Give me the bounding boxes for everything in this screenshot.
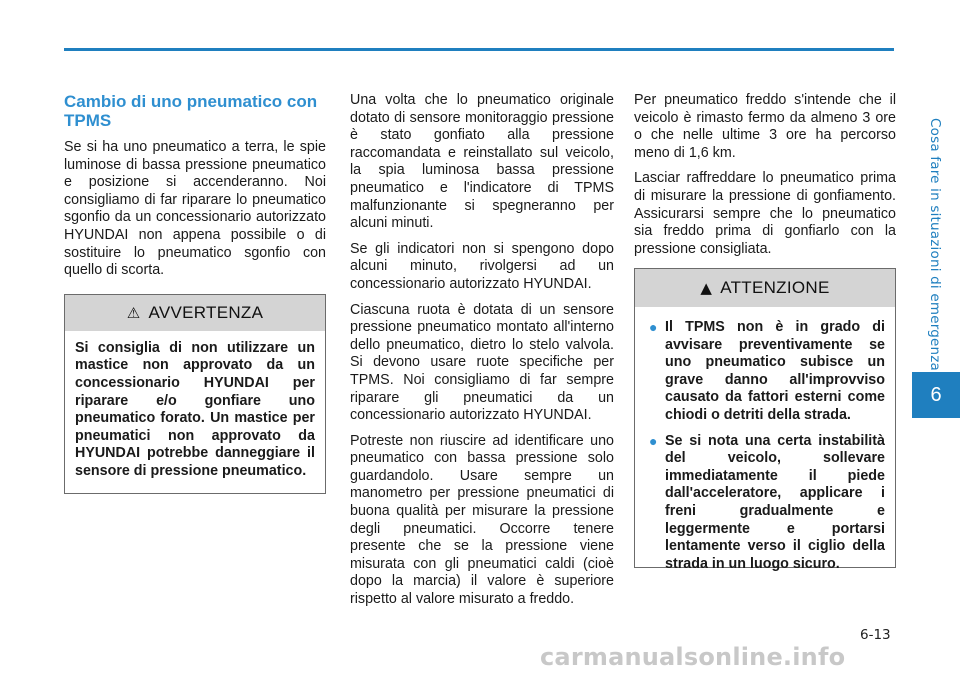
chapter-side-title: Cosa fare in situazioni di emergenza <box>927 118 943 372</box>
warning-box-text: Si consiglia di non utilizzare un mastice non approvato da un concessionario HYUNDAI per riparare e/o gonfiare uno pneumatico forato. Un mastice per pneumatici non approvato da HYUNDAI potrebbe danneggiare il sensore di pressione pneumatico. <box>75 339 315 479</box>
intro-paragraph: Se si ha uno pneumatico a terra, le spie luminose di bassa pressione pneumatico e posizione si accenderanno. Noi consigliamo di far riparare lo pneumatico sgonfio da un concessionario autorizzato HYUNDAI non appena possibile o di sostituire lo pneumatico sgonfio con quello di scorta. <box>64 139 326 279</box>
column-right <box>634 92 896 266</box>
column-middle <box>350 92 614 617</box>
paragraph: Una volta che lo pneumatico originale dotato di sensore monitoraggio pressione è stato gonfiato alla pressione raccomandata e reinstallato sul veicolo, la spia luminosa bassa pressione pneumatico e l'indicatore di TPMS malfunzionante si spegneranno per alcuni minuti. <box>350 92 614 232</box>
caution-bullet-text: Se si nota una certa instabilità del veicolo, sollevare immediatamente il piede dall'acceleratore, applicare i freni gradualmente e leggermente e portarsi lentamente verso il ciglio della strada in un luogo sicuro. <box>665 432 885 572</box>
caution-bullet <box>645 433 885 574</box>
warning-box-header <box>65 295 325 331</box>
watermark-text: carmanualsonline.info <box>540 643 846 671</box>
chapter-number-tab: 6 <box>912 372 960 418</box>
warning-triangle-filled-icon: ▲ <box>700 279 713 297</box>
caution-bullet <box>645 319 885 425</box>
bullet-dot-icon: ● <box>649 319 658 335</box>
top-rule <box>64 48 894 51</box>
caution-box-body <box>635 307 895 591</box>
bullet-dot-icon: ● <box>649 432 658 449</box>
caution-box-header <box>635 269 895 307</box>
paragraph: Ciascuna ruota è dotata di un sensore pressione pneumatico montato all'interno dello pneumatico, dietro lo stelo valvola. Si devono usare ruote specifiche per TPMS. Noi consigliamo di far sempre riparare gli pneumatici da un concessionario autorizzato HYUNDAI. <box>350 301 614 424</box>
paragraph: Per pneumatico freddo s'intende che il veicolo è rimasto fermo da almeno 3 ore o che nelle ultime 3 ore ha percorso meno di 1,6 km. <box>634 92 896 161</box>
caution-box-title: ATTENZIONE <box>720 278 830 297</box>
paragraph: Lasciar raffreddare lo pneumatico prima di misurare la pressione di gonfiamento. Assicurarsi sempre che lo pneumatico sia freddo prima di gonfiarlo con la pressione consigliata. <box>634 170 896 257</box>
caution-box <box>634 268 896 572</box>
warning-box-title: AVVERTENZA <box>148 302 264 322</box>
paragraph: Potreste non riuscire ad identificare uno pneumatico con bassa pressione solo guardandolo. Usare sempre un manometro per pressione pneumatici di buona qualità per misurare la pressione degli pneumatici. Occorre tenere presente che se la pressione viene misurata con gli pneumatici caldi (cioè dopo la marcia) il valore è superiore rispetto al valore misurato a freddo. <box>350 432 614 608</box>
section-heading: Cambio di uno pneumatico con TPMS <box>64 92 318 130</box>
caution-bullet-text: Il TPMS non è in grado di avvisare preventivamente se uno pneumatico subisce un grave danno all'improvviso causato da fattori esterni come chiodi o detriti della strada. <box>665 319 885 423</box>
column-left <box>64 92 326 494</box>
page-number: 6-13 <box>860 627 891 643</box>
paragraph: Se gli indicatori non si spengono dopo alcuni minuto, rivolgersi ad un concessionario autorizzato HYUNDAI. <box>350 240 614 292</box>
warning-triangle-icon: ⚠ <box>126 303 141 322</box>
warning-box <box>64 294 326 494</box>
